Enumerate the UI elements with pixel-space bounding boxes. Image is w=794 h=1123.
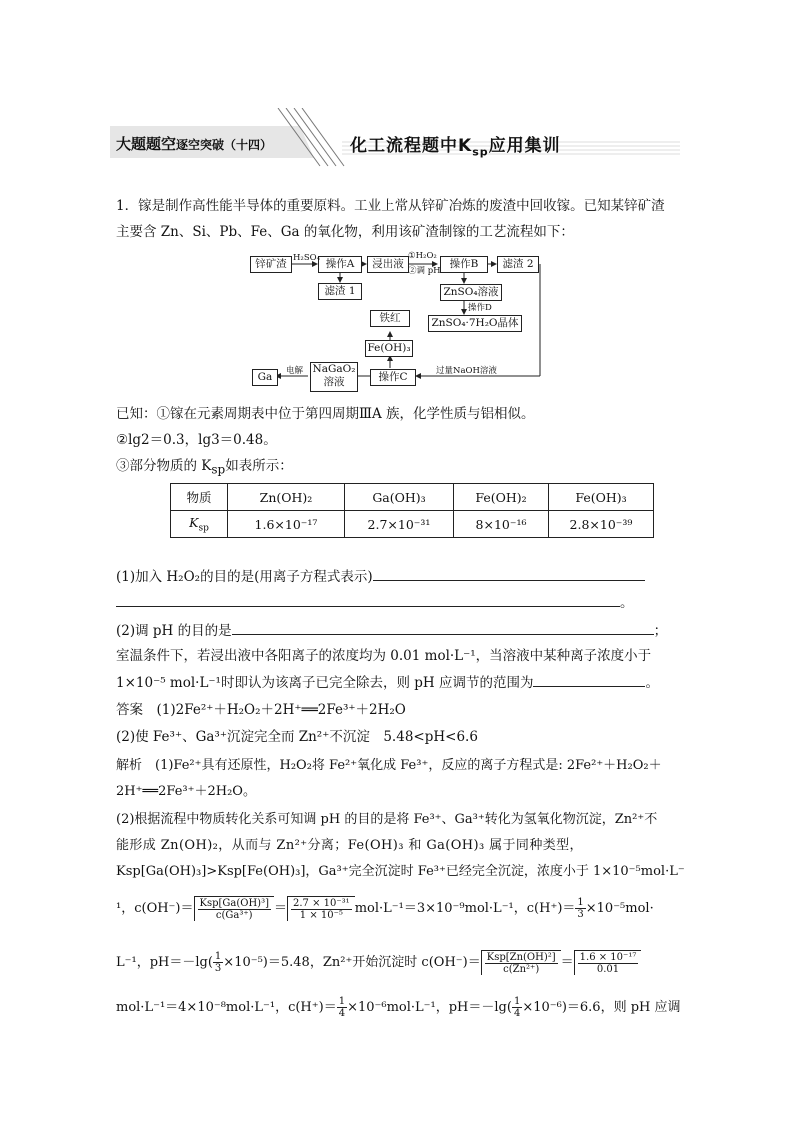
answer-blank-2 [232,620,654,635]
flow-box-leach: 浸出液 [367,256,409,273]
flow-box-op-b: 操作B [440,256,488,273]
answer-line-1: 答案 (1)2Fe²⁺＋H₂O₂＋2H⁺══2Fe³⁺＋2H₂O [116,702,406,718]
table-header-cell: Ga(OH)₃ [345,484,454,511]
analysis-line-4: 能形成 Zn(OH)₂，从而与 Zn²⁺分离；Fe(OH)₃ 和 Ga(OH)₃ 属于同种类型， [116,838,583,853]
section-label: 大题题空逐空突破（十四） [116,135,273,153]
flow-box-residue-1: 滤渣 1 [318,283,362,300]
known-1: 已知：①镓在元素周期表中位于第四周期ⅢA 族，化学性质与铝相似。 [116,406,535,422]
answer-line-2: (2)使 Fe³⁺、Ga³⁺沉淀完全而 Zn²⁺不沉淀 5.48<pH<6.6 [116,729,478,745]
flow-box-op-c: 操作C [370,369,416,386]
flow-box-ga: Ga [252,369,278,386]
known-3: ③部分物质的 $K_{sp}$如表所示： [116,458,293,477]
analysis-line-1: 解析 (1)Fe²⁺具有还原性，H₂O₂将 Fe²⁺氧化成 Fe³⁺，反应的离子方程式是: 2Fe²⁺＋H₂O₂＋ [116,758,662,773]
flow-label-naoh: 过量NaOH溶液 [436,366,497,376]
flow-box-residue-2: 滤渣 2 [497,256,539,273]
part-2-line-2: 室温条件下，若浸出液中各阳离子的浓度均为 0.01 mol·L⁻¹，当溶液中某种离子浓度小于 [116,648,652,664]
flow-box-feoh3: Fe(OH)₃ [365,340,413,357]
table-cell: 8×10⁻¹⁶ [454,511,549,538]
flow-label-ph: ②调 pH [408,266,441,276]
flow-label-h2so4: H₂SO₄ [293,253,321,263]
flow-box-nagao2: NaGaO₂ 溶液 [310,362,358,392]
table-cell: 2.8×10⁻³⁹ [549,511,654,538]
part-1: (1)加入 H₂O₂的目的是(用离子方程式表示) [116,566,645,587]
flow-box-znso4-crystal: ZnSO₄·7H₂O晶体 [428,315,522,332]
table-header-cell: Fe(OH)₂ [454,484,549,511]
table-row [171,511,654,538]
answer-blank-1a [373,566,645,581]
table-row-label: $K_{sp}$ [171,511,228,538]
table-header-cell: Fe(OH)₃ [549,484,654,511]
flow-box-op-a: 操作A [318,256,362,273]
analysis-line-5: Ksp[Ga(OH)₃]>Ksp[Fe(OH)₃]，Ga³⁺完全沉淀时 Fe³⁺已经完全沉淀，浓度小于 1×10⁻⁵mol·L⁻ [116,864,685,879]
question-line-1: 1．镓是制作高性能半导体的重要原料。工业上常从锌矿冶炼的废渣中回收镓。已知某锌矿渣 [116,198,665,214]
table-header-row [171,484,654,511]
analysis-line-6: ¹，c(OH⁻)＝ $\frac{\text{Ksp[Ga(OH)³]}}{\text{c(Ga³⁺)}}$ ＝ $\frac{\text{2.7 × 10⁻³¹}}{\text{1 × 10⁻⁵}}$ mol·L⁻¹＝3×10⁻⁹mol·L⁻¹，c(H⁺)＝ $\frac{1}{3}$ ×10⁻⁵mol· [116,897,654,921]
flow-label-electrolysis: 电解 [286,366,304,376]
analysis-line-7: L⁻¹，pH＝－lg( $\frac{1}{3}$ ×10⁻⁵)＝5.48，Zn²⁺开始沉淀时 c(OH⁻)＝ $\frac{\text{Ksp[Zn(OH)²]}}{\text{c(Zn²⁺)}}$ ＝ $\frac{\text{1.6 × 10⁻¹⁷}}{0.01}$ [116,950,641,975]
flow-label-h2o2: ①H₂O₂ [408,251,437,261]
ksp-table [170,483,654,538]
table-header-cell: 物质 [171,484,228,511]
flow-box-iron-red: 铁红 [370,310,410,327]
analysis-line-8: mol·L⁻¹＝4×10⁻⁸mol·L⁻¹，c(H⁺)＝ $\frac{1}{4}$ ×10⁻⁶mol·L⁻¹，pH＝－lg( $\frac{1}{4}$ ×10⁻⁶)＝6.6，则 pH 应调 [116,996,681,1019]
question-line-2: 主要含 Zn、Si、Pb、Fe、Ga 的氧化物，利用该矿渣制镓的工艺流程如下： [116,224,574,240]
table-cell: 1.6×10⁻¹⁷ [228,511,345,538]
table-cell: 2.7×10⁻³¹ [345,511,454,538]
table-header-cell: Zn(OH)₂ [228,484,345,511]
flow-label-op-d: 操作D [468,303,492,313]
flow-box-znso4-solution: ZnSO₄溶液 [440,284,502,301]
known-2: ②lg2＝0.3，lg3＝0.48。 [116,432,277,448]
page-title: 化工流程题中$K_{sp}$应用集训 [350,136,561,159]
answer-blank-3 [533,672,645,687]
part-2: (2)调 pH 的目的是 ； [116,620,667,641]
part-2-line-3: 1×10⁻⁵ mol·L⁻¹时即认为该离子已完全除去，则 pH 应调节的范围为 。 [116,672,659,693]
part-1-cont: 。 [116,592,634,613]
analysis-line-3: (2)根据流程中物质转化关系可知调 pH 的目的是将 Fe³⁺、Ga³⁺转化为氢氧化物沉淀，Zn²⁺不 [116,812,658,827]
analysis-line-2: 2H⁺══2Fe³⁺＋2H₂O。 [116,784,256,799]
answer-blank-1b [116,592,620,607]
flow-box-ore: 锌矿渣 [250,256,292,273]
